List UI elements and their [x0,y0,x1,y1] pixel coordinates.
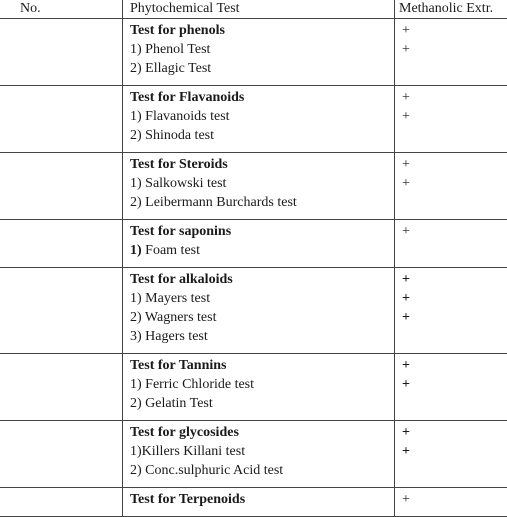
test-cell-content [130,19,394,85]
methanolic-result-cell [395,19,507,86]
methanolic-result-cell [395,268,507,354]
test-heading: Test for phenols [130,21,394,40]
result-value: + [402,442,507,461]
test-item [130,126,394,145]
test-heading: Test for Steroids [130,155,394,174]
test-heading: Test for Terpenoids [130,490,394,509]
result-value: + [402,40,507,59]
test-cell-content [130,354,394,420]
test-cell [123,220,395,268]
test-cell [123,354,395,421]
result-value: + [402,423,507,442]
test-cell-content [130,86,394,152]
test-item-text: 3) Hagers test [130,329,208,344]
table-row [0,220,507,268]
result-value [402,126,507,145]
result-value: + [402,222,507,241]
methanolic-result-cell [395,488,507,517]
test-item [130,308,394,327]
header-methanolic: Methanolic Extr. [395,0,507,19]
test-item-text: 1) Mayers test [130,291,210,306]
test-item [130,327,394,346]
row-number-cell [0,354,123,421]
row-number-cell [0,421,123,488]
test-cell-content [130,421,394,487]
methanolic-result-cell [395,153,507,220]
result-cell-content [402,354,507,420]
row-number-cell [0,153,123,220]
result-cell-content [402,19,507,85]
test-item-number: 1) [130,243,142,258]
result-value: + [402,308,507,327]
test-heading: Test for alkaloids [130,270,394,289]
test-item [130,375,394,394]
row-number-cell [0,268,123,354]
test-item-text: 2) Leibermann Burchards test [130,195,297,210]
table-body [0,19,507,517]
test-item [130,442,394,461]
test-heading: Test for glycosides [130,423,394,442]
test-heading: Test for saponins [130,222,394,241]
test-cell [123,86,395,153]
row-number-cell [0,86,123,153]
result-cell-content [402,220,507,267]
test-item [130,193,394,212]
test-cell [123,268,395,354]
test-item [130,289,394,308]
result-cell-content [402,153,507,219]
header-no: No. [0,0,123,19]
result-value [402,461,507,480]
test-cell [123,19,395,86]
result-value: + [402,270,507,289]
row-number-cell [0,488,123,517]
result-cell-content [402,421,507,487]
test-cell-content [130,488,394,516]
result-value: + [402,490,507,509]
result-value [402,59,507,78]
test-item [130,394,394,413]
test-cell [123,488,395,517]
methanolic-result-cell [395,86,507,153]
test-cell [123,421,395,488]
test-item-text: Foam test [142,243,200,258]
test-item-text: 1)Killers Killani test [130,444,245,459]
result-value: + [402,375,507,394]
table-row [0,153,507,220]
result-value [402,241,507,260]
result-value: + [402,174,507,193]
result-cell-content [402,268,507,353]
test-item-text: 1) Phenol Test [130,42,210,57]
test-cell-content [130,153,394,219]
table-row [0,354,507,421]
test-cell-content [130,268,394,353]
result-cell-content [402,488,507,516]
test-item-text: 1) Ferric Chloride test [130,377,254,392]
test-item [130,59,394,78]
table-row [0,19,507,86]
table-row [0,421,507,488]
methanolic-result-cell [395,354,507,421]
test-item-text: 2) Ellagic Test [130,61,211,76]
test-heading: Test for Flavanoids [130,88,394,107]
test-item-text: 2) Conc.sulphuric Acid test [130,463,283,478]
result-value [402,394,507,413]
test-cell-content [130,220,394,267]
test-item [130,241,394,260]
test-heading: Test for Tannins [130,356,394,375]
table-row [0,86,507,153]
test-item-text: 2) Shinoda test [130,128,214,143]
methanolic-result-cell [395,421,507,488]
result-value: + [402,155,507,174]
header-test: Phytochemical Test [123,0,395,19]
test-item-text: 1) Flavanoids test [130,109,230,124]
result-value: + [402,107,507,126]
test-item [130,461,394,480]
test-item-text: 2) Gelatin Test [130,396,213,411]
table-row [0,268,507,354]
result-cell-content [402,86,507,152]
test-item [130,40,394,59]
header-row [0,0,507,19]
result-value: + [402,356,507,375]
test-item [130,174,394,193]
result-value: + [402,21,507,40]
result-value: + [402,289,507,308]
result-value [402,193,507,212]
row-number-cell [0,220,123,268]
methanolic-result-cell [395,220,507,268]
test-cell [123,153,395,220]
result-value: + [402,88,507,107]
test-item-text: 1) Salkowski test [130,176,226,191]
result-value [402,327,507,346]
row-number-cell [0,19,123,86]
test-item [130,107,394,126]
table-row [0,488,507,517]
test-item-text: 2) Wagners test [130,310,216,325]
